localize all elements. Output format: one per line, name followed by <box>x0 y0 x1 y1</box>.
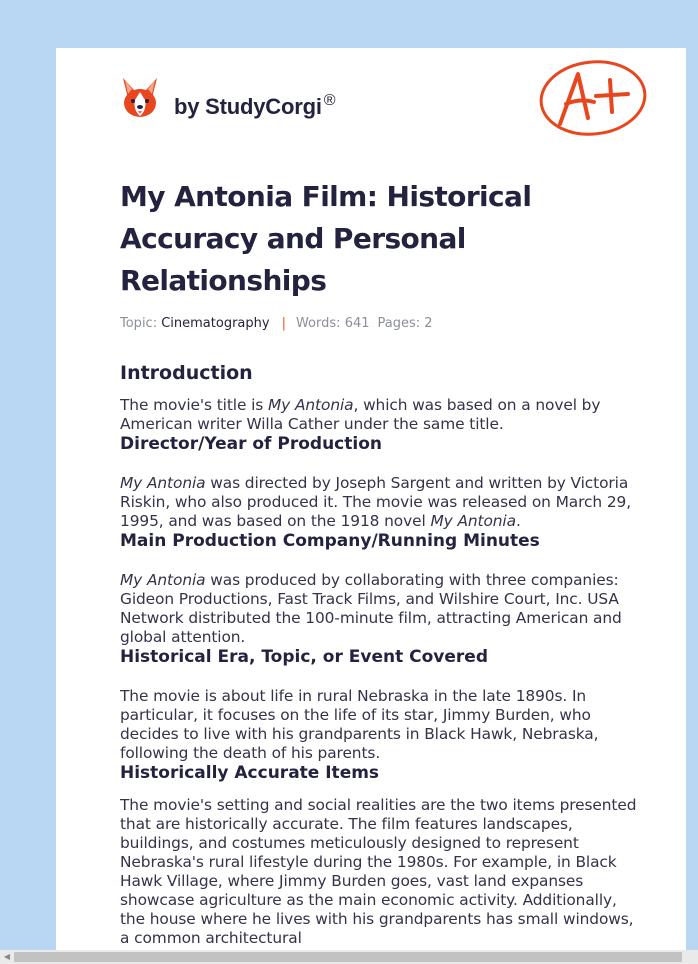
film-title: My Antonia <box>268 396 354 414</box>
registered-mark: ® <box>323 92 336 109</box>
text-run: was directed by Joseph Sargent and written by Victoria Riskin, who also produced it. The movie was released on March 29, 1995, and was based on the 1918 novel <box>120 474 632 530</box>
text-run: , which was based on a novel by American writer Willa Cather under the same title. <box>120 396 601 433</box>
paragraph-accurate-items: The movie's setting and social realities are the two items presented that are historically accurate. The film features landscapes, buildings, and costumes meticulously designed to represent Nebraska's rural lifestyle during the 1980s. For example, in Black Hawk Village, where Jimmy Burden goes, vast land expanses showcase agriculture as the main economic activity. Additionally, the house where he lives with his grandparents has small windows, a common architectural <box>120 796 637 947</box>
topic-link[interactable]: Cinematography <box>161 316 270 331</box>
corgi-logo-icon <box>120 76 160 120</box>
text-run: . <box>515 512 521 530</box>
brand-name <box>174 94 335 120</box>
paragraph-production <box>120 571 640 647</box>
pages-label: Pages: <box>377 316 421 331</box>
text-run: was produced by collaborating with three companies: Gideon Productions, Fast Track Films, and Wilshire Court, Inc. USA Network distributed the 100-minute film, attracting American and global attention. <box>120 571 622 646</box>
novel-title: My Antonia <box>430 512 516 530</box>
meta-separator: | <box>281 316 286 331</box>
pages-count: 2 <box>424 316 433 331</box>
document-meta <box>120 316 640 334</box>
heading-introduction: Introduction <box>120 362 253 384</box>
words-count: 641 <box>344 316 370 331</box>
scroll-thumb[interactable] <box>14 952 682 962</box>
page-title: My Antonia Film: Historical Accuracy and Personal Relationships <box>120 180 532 297</box>
brand-name-text: by StudyCorgi <box>174 94 322 119</box>
heading-production: Main Production Company/Running Minutes <box>120 531 540 551</box>
film-title: My Antonia <box>120 474 206 492</box>
document-content <box>120 176 640 948</box>
heading-director: Director/Year of Production <box>120 434 382 454</box>
brand-header[interactable] <box>120 76 360 126</box>
grade-badge-icon <box>538 58 648 140</box>
words-label: Words: <box>295 316 341 331</box>
scroll-left-icon[interactable]: ◀ <box>3 952 11 961</box>
film-title: My Antonia <box>120 571 206 589</box>
paragraph-era: The movie is about life in rural Nebraska in the late 1890s. In particular, it focuses on the life of its star, Jimmy Burden, who decides to live with his grandparents in Black Hawk, Nebraska, following the death of his parents. <box>120 687 599 762</box>
heading-accurate-items: Historically Accurate Items <box>120 763 380 783</box>
heading-era: Historical Era, Topic, or Event Covered <box>120 647 488 667</box>
document-page <box>56 48 686 964</box>
paragraph-director <box>120 474 640 531</box>
paragraph-introduction <box>120 396 640 434</box>
topic-label: Topic: <box>120 316 158 331</box>
horizontal-scrollbar[interactable] <box>0 950 698 964</box>
text-run: The movie's title is <box>120 396 268 414</box>
